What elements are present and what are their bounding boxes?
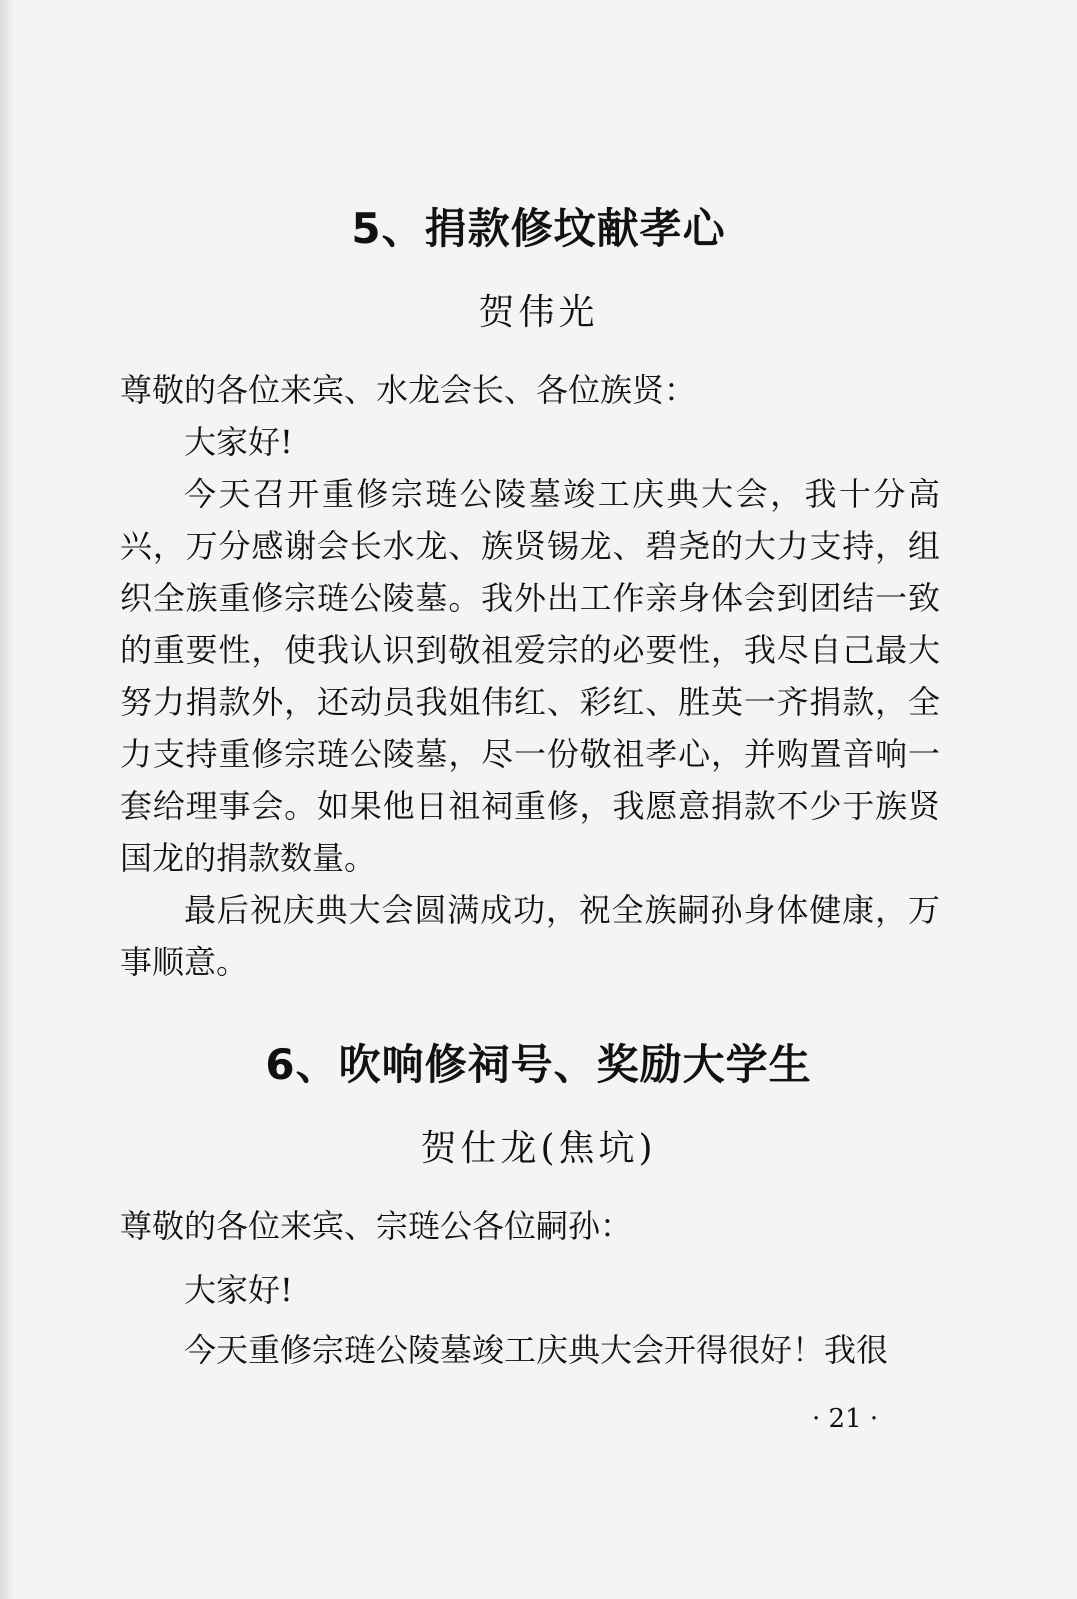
page-number: · 21 · <box>812 1404 879 1434</box>
section-5-paragraph-2: 最后祝庆典大会圆满成功，祝全族嗣孙身体健康，万事顺意。 <box>120 891 940 981</box>
section-5-salutation: 尊敬的各位来宾、水龙会长、各位族贤： <box>120 371 697 409</box>
section-6-paragraph-1: 今天重修宗琏公陵墓竣工庆典大会开得很好！我很 <box>184 1331 889 1369</box>
section-5-title: 5、捐款修坟献孝心 <box>351 204 726 253</box>
section-6-title: 6、吹响修祠号、奖励大学生 <box>265 1040 812 1089</box>
section-6-salutation: 尊敬的各位来宾、宗琏公各位嗣孙： <box>120 1207 633 1245</box>
section-5-greeting: 大家好! <box>184 423 293 461</box>
section-5-paragraph-1: 今天召开重修宗琏公陵墓竣工庆典大会，我十分高兴，万分感谢会长水龙、族贤锡龙、碧尧的大力支持，组织全族重修宗琏公陵墓。我外出工作亲身体会到团结一致的重要性，使我认识到敬祖爱宗的必要性，我尽自己最大努力捐款外，还动员我姐伟红、彩红、胜英一齐捐款，全力支持重修宗琏公陵墓，尽一份敬祖孝心，并购置音响一套给理事会。如果他日祖祠重修，我愿意捐款不少于族贤国龙的捐款数量。 <box>120 475 940 877</box>
section-5-author: 贺伟光 <box>478 292 599 333</box>
section-6-author: 贺仕龙(焦坑) <box>420 1128 657 1169</box>
section-6-greeting: 大家好! <box>184 1271 293 1309</box>
